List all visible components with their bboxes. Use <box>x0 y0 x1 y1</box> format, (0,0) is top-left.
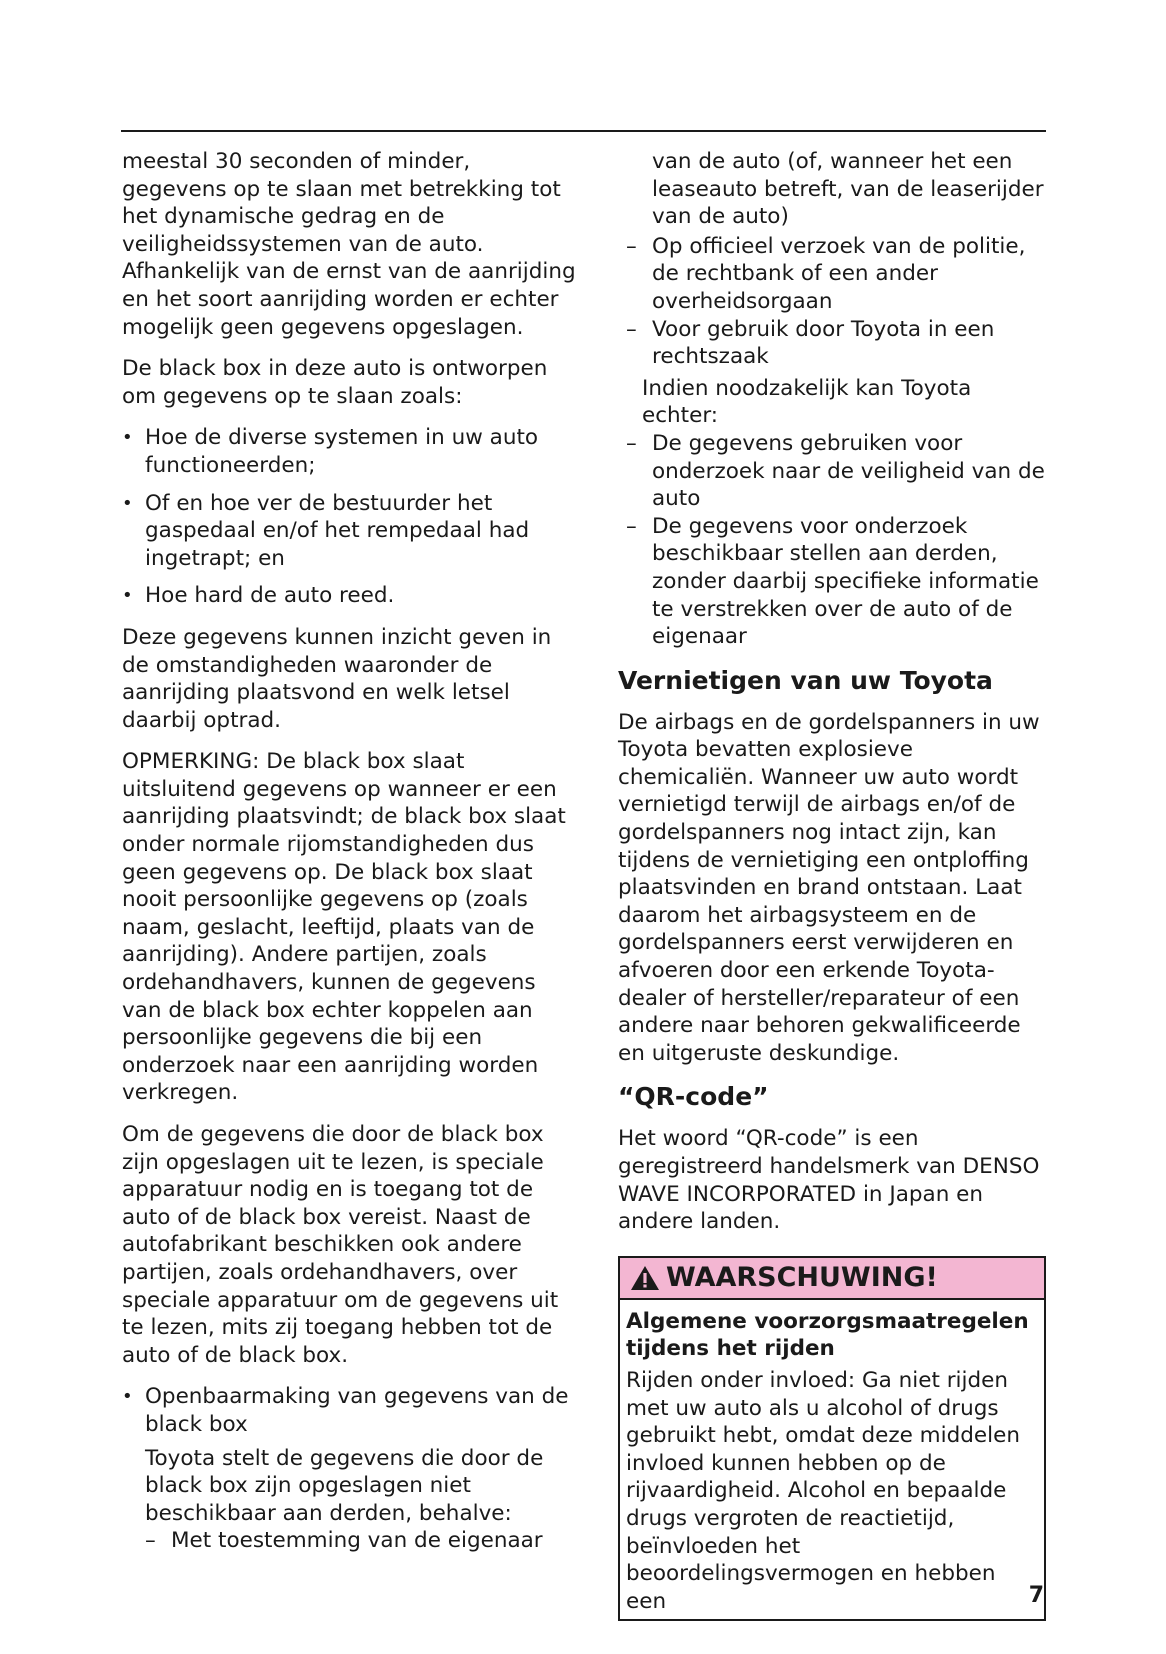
paragraph-note: OPMERKING: De black box slaat uitsluitend gegevens op wanneer er een aanrijding plaatsvindt; de black box slaat onder normale rijomstandigheden dus geen gegevens op. De black box slaat nooit persoonlijke gegevens op (zoals naam, geslacht, leeftijd, plaats van de aanrijding). Andere partijen, zoals ordehandhavers, kunnen de gegevens van de black box echter koppelen aan persoonlijke gegevens die bij een onderzoek naar een aanrijding worden verkregen. <box>122 749 566 1106</box>
warning-text: Rijden onder invloed: Ga niet rijden met uw auto als u alcohol of drugs gebruikt hebt, omdat deze middelen invloed kunnen hebben op de rijvaardigheid. Alcohol en bepaalde drugs vergroten de reactietijd, beïnvloeden het beoordelingsvermogen en hebben een <box>626 1367 1020 1614</box>
heading-qr: “QR-code” <box>618 1082 769 1112</box>
warning-box <box>618 1256 1046 1622</box>
warning-title: Algemene voorzorgsmaatregelen tijdens het rijden <box>626 1308 1029 1362</box>
paragraph-destroy: De airbags en de gordelspanners in uw Toyota bevatten explosieve chemicaliën. Wanneer uw auto wordt vernietigd terwijl de airbags en/of de gordelspanners nog intact zijn, kan tijdens de vernietiging een ontploffing plaatsvinden en brand ontstaan. Laat daarom het airbagsysteem en de gordelspanners eerst verwijderen en afvoeren door een erkende Toyota-dealer of hersteller/reparateur of een andere naar behoren gekwalificeerde en uitgeruste deskundige. <box>618 709 1040 1066</box>
paragraph-5: Om de gegevens die door de black box zijn opgeslagen uit te lezen, is speciale apparatuur nodig en is toegang tot de auto of de black box vereist. Naast de autofabrikant beschikken ook andere partijen, zoals ordehandhavers, over speciale apparatuur om de gegevens uit te lezen, mits zij toegang hebben tot de auto of de black box. <box>122 1122 559 1368</box>
continued-text: van de auto (of, wanneer het een leaseauto betreft, van de leaserijder van de auto) <box>652 149 1044 230</box>
intro-text: Indien noodzakelijk kan Toyota echter: <box>642 375 972 429</box>
warning-header-text: WAARSCHUWING! <box>666 1261 938 1293</box>
warning-header <box>620 1258 1044 1300</box>
dash-item: – Met toestemming van de eigenaar <box>145 1527 577 1555</box>
dash-item: – Op officieel verzoek van de politie, de rechtbank of een ander overheidsorgaan <box>626 233 1046 316</box>
dash-item: – Voor gebruik door Toyota in een rechtszaak <box>626 316 1046 371</box>
right-column <box>618 148 1046 1621</box>
dash-item: – De gegevens voor onderzoek beschikbaar stellen aan derden, zonder daarbij specifieke informatie te verstrekken over de auto of de eigenaar <box>626 513 1046 651</box>
list-item-disclosure <box>122 1383 577 1555</box>
warning-triangle-icon <box>630 1265 660 1291</box>
paragraph-1: meestal 30 seconden of minder, gegevens op te slaan met betrekking tot het dynamische gedrag en de veiligheidssystemen van de auto. Afhankelijk van de ernst van de aanrijding en het soort aanrijding worden er echter mogelijk geen gegevens opgeslagen. <box>122 149 576 340</box>
list-item: • Hoe de diverse systemen in uw auto functioneerden; <box>122 424 577 479</box>
paragraph-3: Deze gegevens kunnen inzicht geven in de omstandigheden waaronder de aanrijding plaatsvond en welk letsel daarbij optrad. <box>122 624 552 733</box>
paragraph-qr: Het woord “QR-code” is een geregistreerd handelsmerk van DENSO WAVE INCORPORATED in Japan en andere landen. <box>618 1126 1040 1235</box>
warning-body <box>620 1300 1044 1620</box>
left-column <box>122 148 577 1555</box>
disclosure-text: Toyota stelt de gegevens die door de black box zijn opgeslagen niet beschikbaar aan derden, behalve: <box>145 1445 544 1526</box>
dash-item: – De gegevens gebruiken voor onderzoek naar de veiligheid van de auto <box>626 430 1046 513</box>
heading-destroy: Vernietigen van uw Toyota <box>618 665 993 695</box>
page-number: 7 <box>1028 1583 1044 1608</box>
paragraph-2: De black box in deze auto is ontworpen om gegevens op te slaan zoals: <box>122 356 548 409</box>
disclosure-heading: Openbaarmaking van gegevens van de black box <box>145 1384 569 1437</box>
list-item: • Of en hoe ver de bestuurder het gaspedaal en/of het rempedaal had ingetrapt; en <box>122 490 577 573</box>
list-item: • Hoe hard de auto reed. <box>122 582 577 610</box>
top-rule <box>121 130 1046 132</box>
